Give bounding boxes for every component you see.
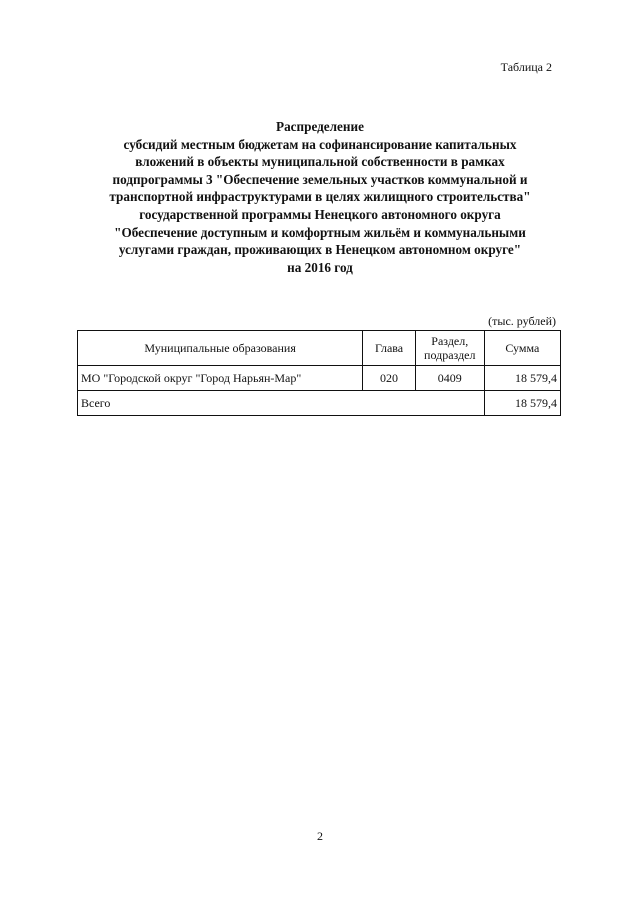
table-header-row	[78, 331, 561, 366]
title-line: государственной программы Ненецкого автономного округа	[139, 206, 501, 222]
title-line: Распределение	[276, 119, 364, 134]
title-line: "Обеспечение доступным и комфортным жильём и коммунальными	[114, 224, 526, 240]
header-razdel	[415, 331, 484, 366]
cell-razdel: 0409	[415, 366, 484, 391]
document-title	[80, 118, 560, 276]
total-sum: 18 579,4	[484, 391, 560, 416]
table-number-label: Таблица 2	[500, 60, 552, 74]
header-sum: Сумма	[484, 331, 560, 366]
table-row	[78, 366, 561, 391]
header-municipality: Муниципальные образования	[78, 331, 363, 366]
subsidy-table	[77, 330, 561, 416]
title-line: на 2016 год	[287, 259, 353, 275]
title-line: субсидий местным бюджетам на софинансирование капитальных	[123, 136, 517, 152]
header-glava: Глава	[363, 331, 416, 366]
cell-glava: 020	[363, 366, 416, 391]
cell-municipality: МО "Городской округ "Город Нарьян-Мар"	[78, 366, 363, 391]
total-label: Всего	[78, 391, 485, 416]
header-razdel-line1: Раздел,	[431, 334, 469, 348]
title-line: подпрограммы 3 "Обеспечение земельных участков коммунальной и	[112, 171, 528, 187]
cell-sum: 18 579,4	[484, 366, 560, 391]
table-header	[78, 331, 561, 366]
title-line: услугами граждан, проживающих в Ненецком автономном округе"	[118, 242, 522, 258]
total-row	[78, 391, 561, 416]
title-line: транспортной инфраструктурами в целях жилищного строительства"	[109, 189, 531, 205]
title-line: вложений в объекты муниципальной собственности в рамках	[135, 154, 505, 170]
units-label: (тыс. рублей)	[488, 314, 556, 328]
header-razdel-line2: подраздел	[424, 348, 476, 362]
page-number: 2	[317, 829, 323, 843]
